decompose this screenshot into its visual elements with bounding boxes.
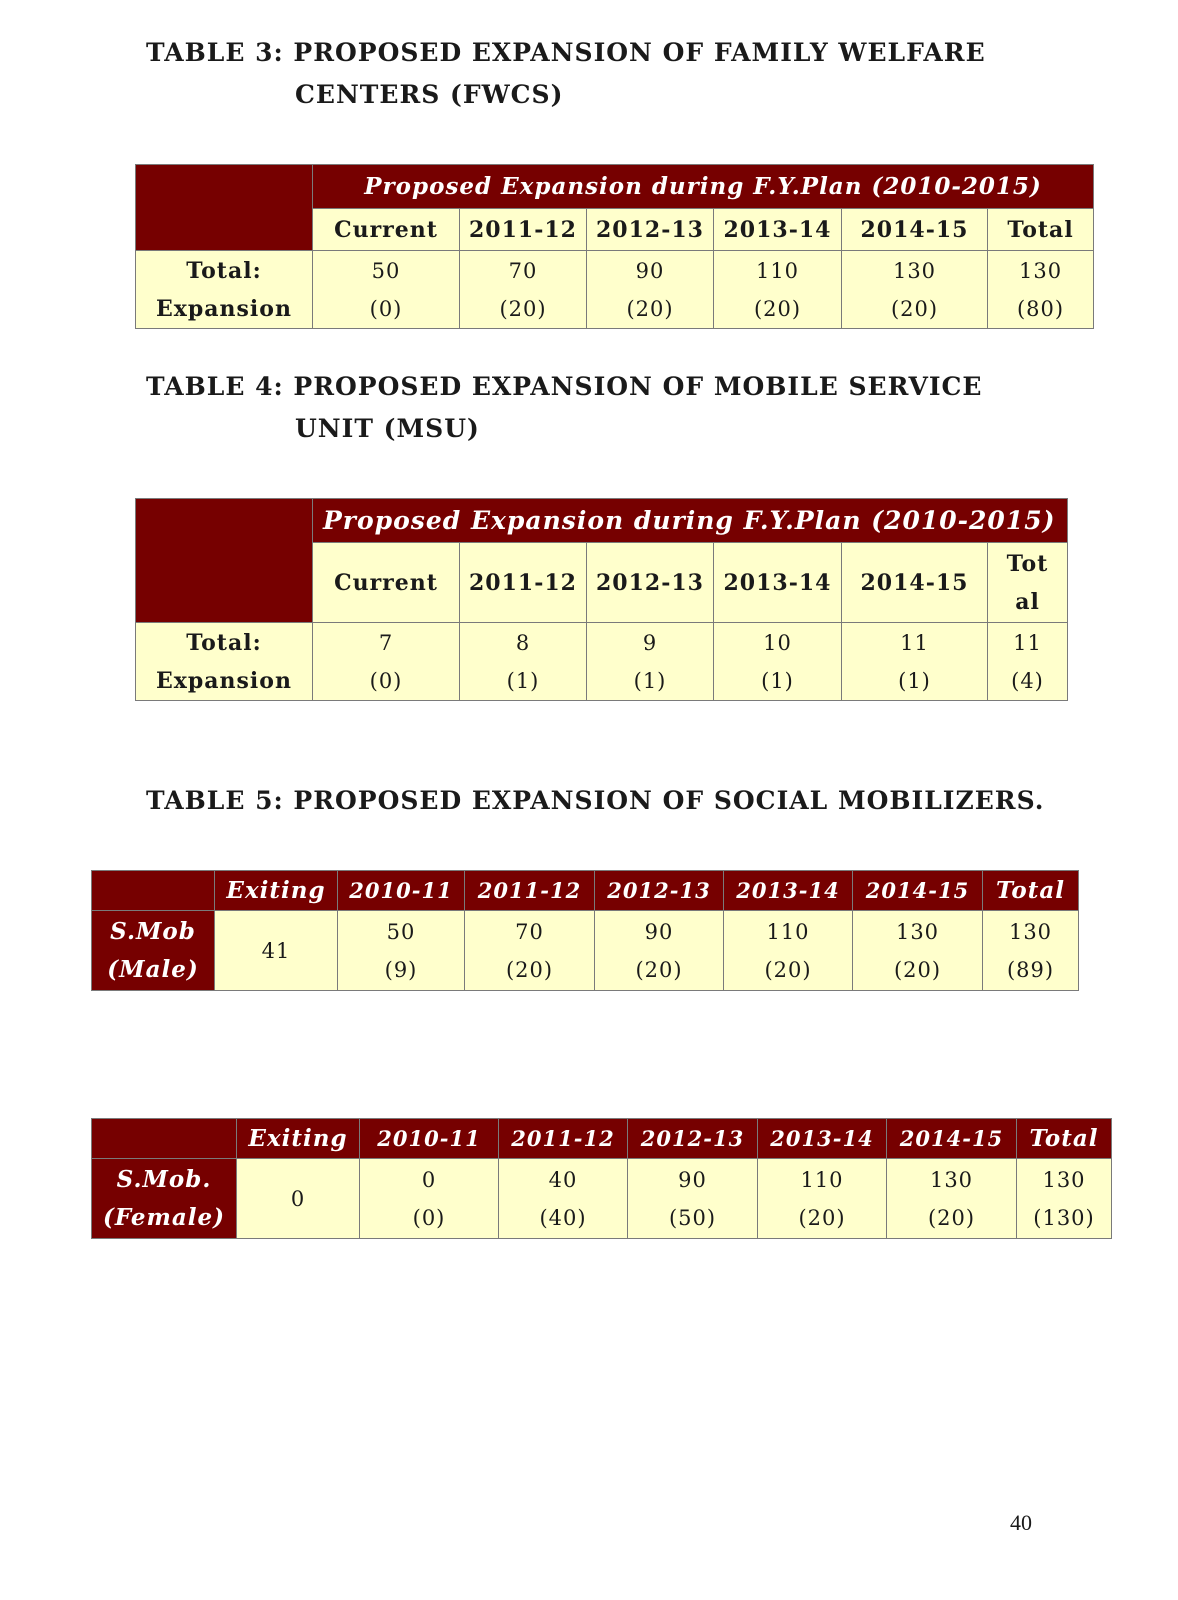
table4-span-header: Proposed Expansion during F.Y.Plan (2010-2015)	[313, 499, 1068, 543]
table3-cell: 70 (20)	[460, 251, 587, 329]
table5-female-existing: 0	[237, 1159, 360, 1239]
table4-title-line2: UNIT (MSU)	[295, 414, 480, 443]
table4-col-header: 2012-13	[587, 543, 714, 623]
table5-female-cell: 90 (50)	[628, 1159, 758, 1239]
table5-male-cell: 130 (20)	[853, 911, 983, 991]
table5-female-cell: 130 (20)	[887, 1159, 1017, 1239]
table5-male-col-header: 2012-13	[595, 871, 724, 911]
table5-male-col-header: 2011-12	[465, 871, 595, 911]
table4-corner	[136, 499, 313, 623]
table3-title	[146, 32, 986, 116]
table4-msu-expansion	[135, 498, 1068, 701]
table5-male-cell: 70 (20)	[465, 911, 595, 991]
table5-male-col-header: Exiting	[215, 871, 338, 911]
table4-cell: 8 (1)	[460, 623, 587, 701]
table5-female-cell: 130 (130)	[1017, 1159, 1112, 1239]
table5-male-col-header: 2014-15	[853, 871, 983, 911]
table5-female-col-header: Exiting	[237, 1119, 360, 1159]
table4-col-header: 2013-14	[714, 543, 842, 623]
table4-cell: 7 (0)	[313, 623, 460, 701]
table5-female-col-header: 2013-14	[758, 1119, 887, 1159]
table4-title	[146, 366, 983, 450]
table5-title: TABLE 5: PROPOSED EXPANSION OF SOCIAL MOBILIZERS.	[146, 786, 1045, 815]
table4-col-header: 2014-15	[842, 543, 988, 623]
table5-female-col-header: 2010-11	[360, 1119, 499, 1159]
table5-female-col-header: Total	[1017, 1119, 1112, 1159]
table5-male-cell: 50 (9)	[338, 911, 465, 991]
table3-col-header: 2013-14	[714, 209, 842, 251]
table3-title-line2: CENTERS (FWCS)	[295, 80, 564, 109]
table4-col-header: Current	[313, 543, 460, 623]
table5-female-corner	[92, 1119, 237, 1159]
table5-male-cell: 110 (20)	[724, 911, 853, 991]
table3-cell: 50 (0)	[313, 251, 460, 329]
table3-cell: 110 (20)	[714, 251, 842, 329]
table3-col-header: Total	[988, 209, 1094, 251]
table3-row-label: Total: Expansion	[136, 251, 313, 329]
table5-male-corner	[92, 871, 215, 911]
table5-female-cell: 110 (20)	[758, 1159, 887, 1239]
table3-col-header: 2011-12	[460, 209, 587, 251]
table5-male-col-header: 2013-14	[724, 871, 853, 911]
table5-female-col-header: 2011-12	[499, 1119, 628, 1159]
table3-fwc-expansion	[135, 164, 1094, 329]
page-number: 40	[1010, 1510, 1032, 1535]
table4-title-line1: TABLE 4: PROPOSED EXPANSION OF MOBILE SERVICE	[146, 372, 983, 401]
table5-female-social-mobilizers	[91, 1118, 1112, 1239]
table4-col-header-total: Tot al	[988, 543, 1068, 623]
table3-col-header: 2014-15	[842, 209, 988, 251]
table5-male-social-mobilizers	[91, 870, 1079, 991]
table3-cell: 90 (20)	[587, 251, 714, 329]
table5-female-row-label: S.Mob. (Female)	[92, 1159, 237, 1239]
table3-col-header: 2012-13	[587, 209, 714, 251]
table5-male-existing: 41	[215, 911, 338, 991]
table5-female-col-header: 2012-13	[628, 1119, 758, 1159]
table4-row-label: Total: Expansion	[136, 623, 313, 701]
table3-span-header: Proposed Expansion during F.Y.Plan (2010-2015)	[313, 165, 1094, 209]
table4-cell: 9 (1)	[587, 623, 714, 701]
table3-cell: 130 (20)	[842, 251, 988, 329]
table5-male-col-header: Total	[983, 871, 1079, 911]
table5-female-cell: 0 (0)	[360, 1159, 499, 1239]
table5-male-cell: 90 (20)	[595, 911, 724, 991]
table5-male-row-label: S.Mob (Male)	[92, 911, 215, 991]
table4-cell: 11 (4)	[988, 623, 1068, 701]
table3-corner	[136, 165, 313, 251]
table4-col-header: 2011-12	[460, 543, 587, 623]
table3-col-header: Current	[313, 209, 460, 251]
table4-cell: 11 (1)	[842, 623, 988, 701]
table3-title-line1: TABLE 3: PROPOSED EXPANSION OF FAMILY WELFARE	[146, 38, 986, 67]
table5-female-col-header: 2014-15	[887, 1119, 1017, 1159]
table3-cell: 130 (80)	[988, 251, 1094, 329]
table5-male-col-header: 2010-11	[338, 871, 465, 911]
table5-male-cell: 130 (89)	[983, 911, 1079, 991]
table4-cell: 10 (1)	[714, 623, 842, 701]
table5-female-cell: 40 (40)	[499, 1159, 628, 1239]
